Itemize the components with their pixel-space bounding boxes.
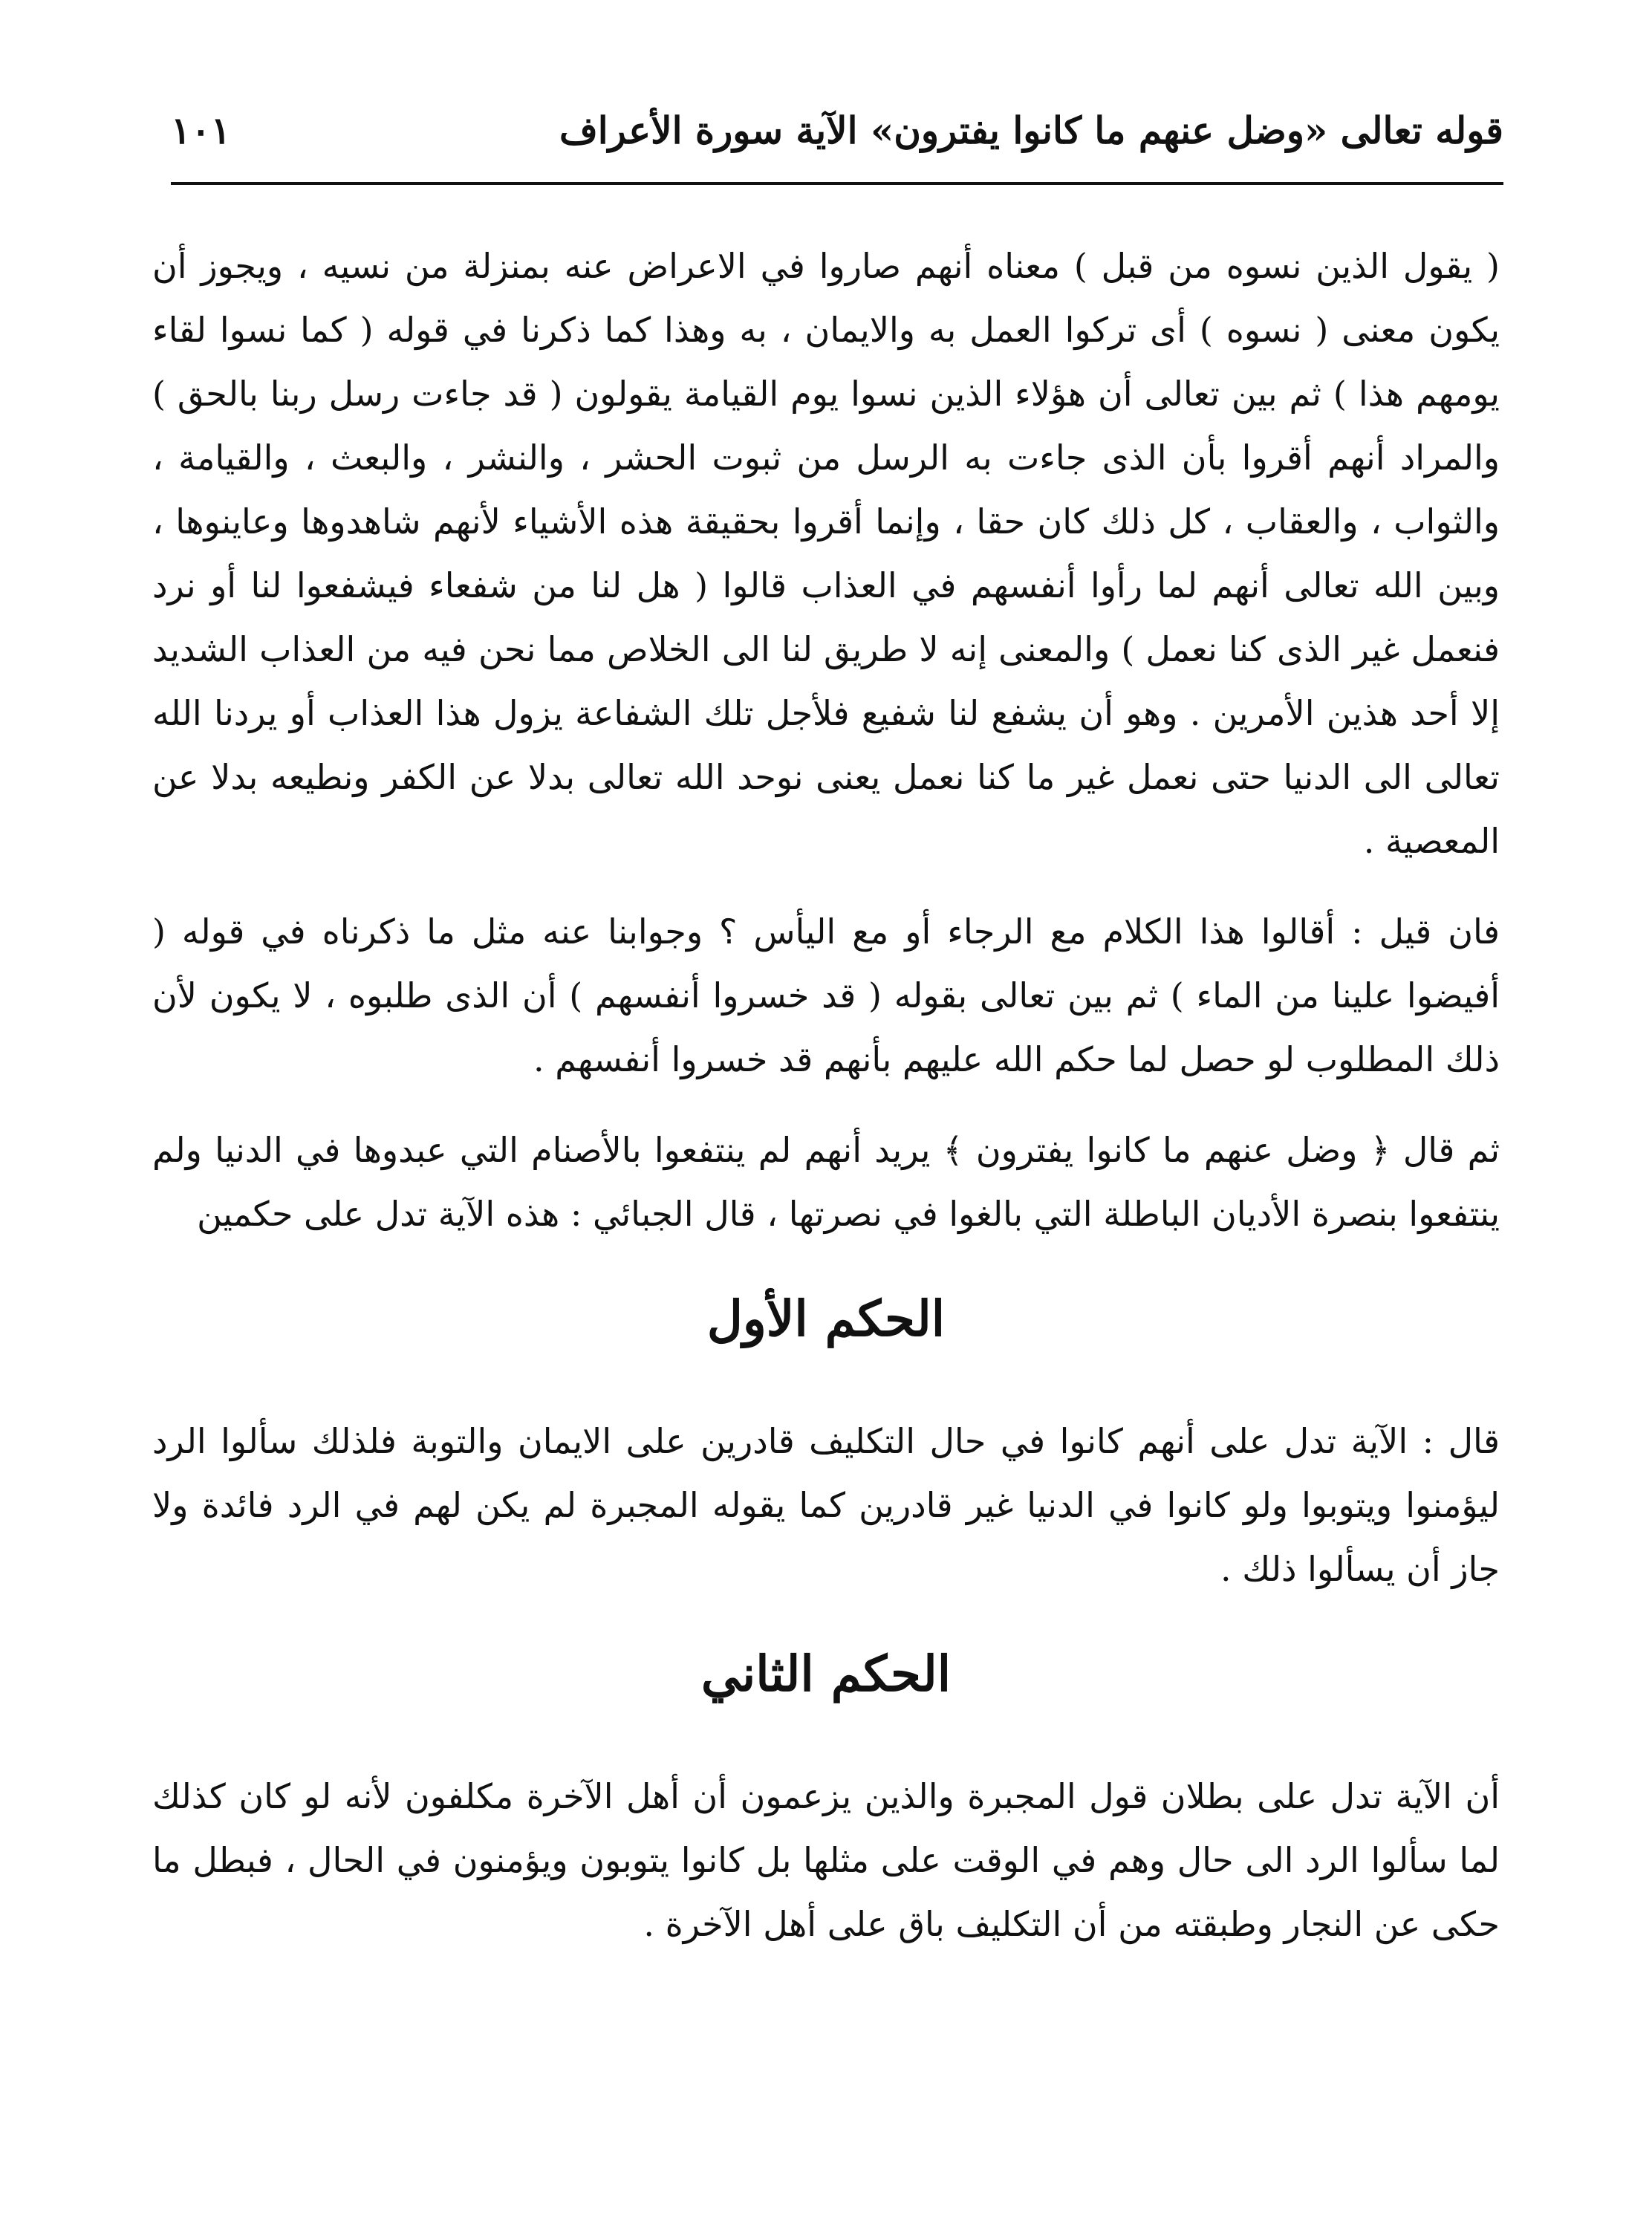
section-heading-second-ruling: الحكم الثاني bbox=[700, 1645, 952, 1703]
running-title: قوله تعالى «وضل عنهم ما كانوا يفترون» الآية سورة الأعراف bbox=[559, 108, 1503, 152]
paragraph-5: أن الآية تدل على بطلان قول المجبرة والذين يزعمون أن أهل الآخرة مكلفون لأنه لو كان كذلك لما سألوا الرد الى حال وهم في الوقت على مثلها بل كانوا يتوبون ويؤمنون في الحال ، فبطل ما حكى عن النجار وطبقته من أن التكليف باق على أهل الآخرة . bbox=[152, 1776, 1500, 1944]
page-body bbox=[152, 234, 1500, 1983]
header-divider bbox=[171, 182, 1503, 185]
page-number: ١٠١ bbox=[171, 108, 231, 152]
paragraph-2: فان قيل : أقالوا هذا الكلام مع الرجاء أو مع اليأس ؟ وجوابنا عنه مثل ما ذكرناه في قوله ( أفيضوا علينا من الماء ) ثم بين تعالى بقوله ( قد خسروا أنفسهم ) أن الذى طلبوه ، لا يكون لأن ذلك المطلوب لو حصل لما حكم الله عليهم بأنهم قد خسروا أنفسهم . bbox=[152, 911, 1500, 1079]
section-heading-first-ruling: الحكم الأول bbox=[706, 1290, 946, 1348]
page-header bbox=[171, 97, 1503, 163]
paragraph-4: قال : الآية تدل على أنهم كانوا في حال التكليف قادرين على الايمان والتوبة فلذلك سألوا الرد ليؤمنوا ويتوبوا ولو كانوا في الدنيا غير قادرين كما يقوله المجبرة لم يكن لهم في الرد فائدة ولا جاز أن يسألوا ذلك . bbox=[152, 1421, 1500, 1589]
paragraph-3: ثم قال ﴿ وضل عنهم ما كانوا يفترون ﴾ يريد أنهم لم ينتفعوا بالأصنام التي عبدوها في الدنيا ولم ينتفعوا بنصرة الأديان الباطلة التي بالغوا في نصرتها ، قال الجبائي : هذه الآية تدل على حكمين bbox=[152, 1130, 1500, 1234]
paragraph-1: ( يقول الذين نسوه من قبل ) معناه أنهم صاروا في الاعراض عنه بمنزلة من نسيه ، ويجوز أن يكون معنى ( نسوه ) أى تركوا العمل به والايمان ، به وهذا كما ذكرنا في قوله ( كما نسوا لقاء يومهم هذا ) ثم بين تعالى أن هؤلاء الذين نسوا يوم القيامة يقولون ( قد جاءت رسل ربنا بالحق ) والمراد أنهم أقروا بأن الذى جاءت به الرسل من ثبوت الحشر ، والنشر ، والبعث ، والقيامة ، والثواب ، والعقاب ، كل ذلك كان حقا ، وإنما أقروا بحقيقة هذه الأشياء لأنهم شاهدوها وعاينوها ، وبين الله تعالى أنهم لما رأوا أنفسهم في العذاب قالوا ( هل لنا من شفعاء فيشفعوا لنا أو نرد فنعمل غير الذى كنا نعمل ) والمعنى إنه لا طريق لنا الى الخلاص مما نحن فيه من العذاب الشديد إلا أحد هذين الأمرين . وهو أن يشفع لنا شفيع فلأجل تلك الشفاعة يزول هذا العذاب أو يردنا الله تعالى الى الدنيا حتى نعمل غير ما كنا نعمل يعنى نوحد الله تعالى بدلا عن الكفر ونطيعه بدلا عن المعصية . bbox=[152, 246, 1500, 861]
